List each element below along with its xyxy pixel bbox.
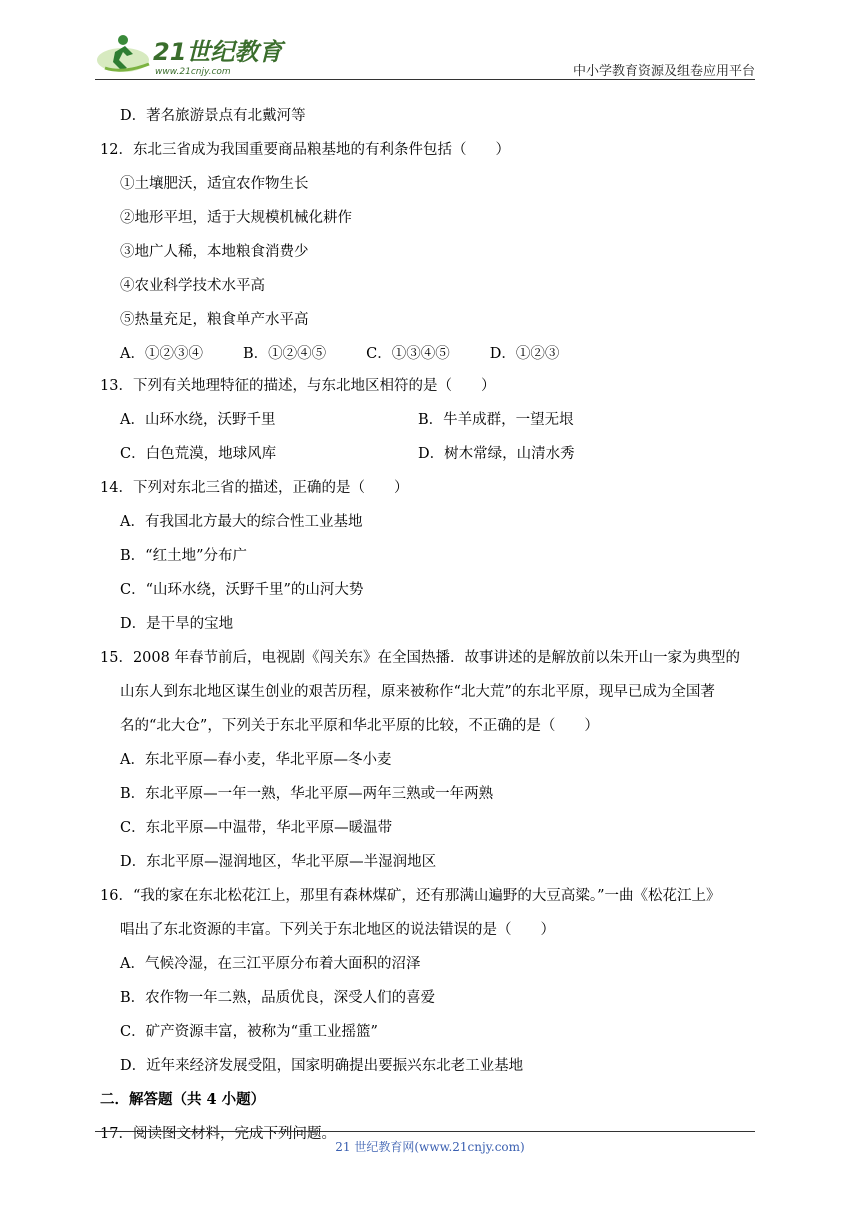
q12-option-d: D．①②③ xyxy=(489,346,560,362)
q12-option-c: C．①③④⑤ xyxy=(366,346,450,362)
q12-option-a: A．①②③④ xyxy=(120,346,203,362)
header-divider xyxy=(95,79,755,80)
q15-option-c: C．东北平原—中温带，华北平原—暖温带 xyxy=(120,820,393,836)
q12-item-4: ④农业科学技术水平高 xyxy=(120,278,265,294)
q12-option-b: B．①②④⑤ xyxy=(242,346,327,362)
q15-option-a: A．东北平原—春小麦，华北平原—冬小麦 xyxy=(120,752,392,768)
q16-option-d: D．近年来经济发展受阻，国家明确提出要振兴东北老工业基地 xyxy=(120,1058,524,1074)
q15-option-d: D．东北平原—湿润地区，华北平原—半湿润地区 xyxy=(120,854,437,870)
footer-divider xyxy=(95,1131,755,1132)
q13-option-d: D．树木常绿，山清水秀 xyxy=(418,446,575,462)
q17-stem: 17．阅读图文材料，完成下列问题。 xyxy=(100,1126,336,1142)
q12-item-5: ⑤热量充足，粮食单产水平高 xyxy=(120,312,309,328)
platform-title: 中小学教育资源及组卷应用平台 xyxy=(572,64,755,79)
q14-option-b: B．“红土地”分布广 xyxy=(120,548,247,564)
q16-stem-line-1: 16．“我的家在东北松花江上，那里有森林煤矿，还有那满山遍野的大豆高粱。”一曲《松花江上》 xyxy=(100,888,721,904)
footer-link[interactable]: 21 世纪教育网(www.21cnjy.com) xyxy=(335,1140,525,1154)
q12-options xyxy=(120,344,599,364)
q14-stem: 14．下列对东北三省的描述，正确的是（ ） xyxy=(100,480,409,496)
logo xyxy=(93,30,283,78)
logo-url: www.21cnjy.com xyxy=(155,67,231,77)
q16-option-c: C．矿产资源丰富，被称为“重工业摇篮” xyxy=(120,1024,378,1040)
q16-stem-line-2: 唱出了东北资源的丰富。下列关于东北地区的说法错误的是（ ） xyxy=(120,922,555,938)
q13-option-c: C．白色荒漠，地球风库 xyxy=(120,446,277,462)
q11-option-d: D．著名旅游景点有北戴河等 xyxy=(120,108,306,124)
q16-option-a: A．气候冷湿，在三江平原分布着大面积的沼泽 xyxy=(120,956,421,972)
q14-option-c: C．“山环水绕，沃野千里”的山河大势 xyxy=(120,582,364,598)
q15-stem-line-3: 名的“北大仓”，下列关于东北平原和华北平原的比较，不正确的是（ ） xyxy=(120,718,599,734)
section-heading: 二．解答题（共 4 小题） xyxy=(100,1091,266,1108)
logo-text: 21世纪教育 xyxy=(153,38,283,66)
q16-option-b: B．农作物一年二熟，品质优良，深受人们的喜爱 xyxy=(120,990,436,1006)
q15-stem-line-1: 15．2008 年春节前后，电视剧《闯关东》在全国热播．故事讲述的是解放前以朱开山一家为典型的 xyxy=(100,650,740,666)
q13-stem: 13．下列有关地理特征的描述，与东北地区相符的是（ ） xyxy=(100,378,496,394)
q12-item-1: ①土壤肥沃，适宜农作物生长 xyxy=(120,176,309,192)
page-header xyxy=(0,0,860,90)
q13-option-b: B．牛羊成群，一望无垠 xyxy=(418,412,574,428)
q13-option-a: A．山环水绕，沃野千里 xyxy=(120,412,276,428)
q15-option-b: B．东北平原—一年一熟，华北平原—两年三熟或一年两熟 xyxy=(120,786,494,802)
q12-item-2: ②地形平坦，适于大规模机械化耕作 xyxy=(120,210,352,226)
q12-item-3: ③地广人稀，本地粮食消费少 xyxy=(120,244,309,260)
q14-option-a: A．有我国北方最大的综合性工业基地 xyxy=(120,514,363,530)
q12-stem: 12．东北三省成为我国重要商品粮基地的有利条件包括（ ） xyxy=(100,142,510,158)
q15-stem-line-2: 山东人到东北地区谋生创业的艰苦历程，原来被称作“北大荒”的东北平原，现早已成为全国著 xyxy=(120,684,715,700)
q14-option-d: D．是干旱的宝地 xyxy=(120,616,234,632)
